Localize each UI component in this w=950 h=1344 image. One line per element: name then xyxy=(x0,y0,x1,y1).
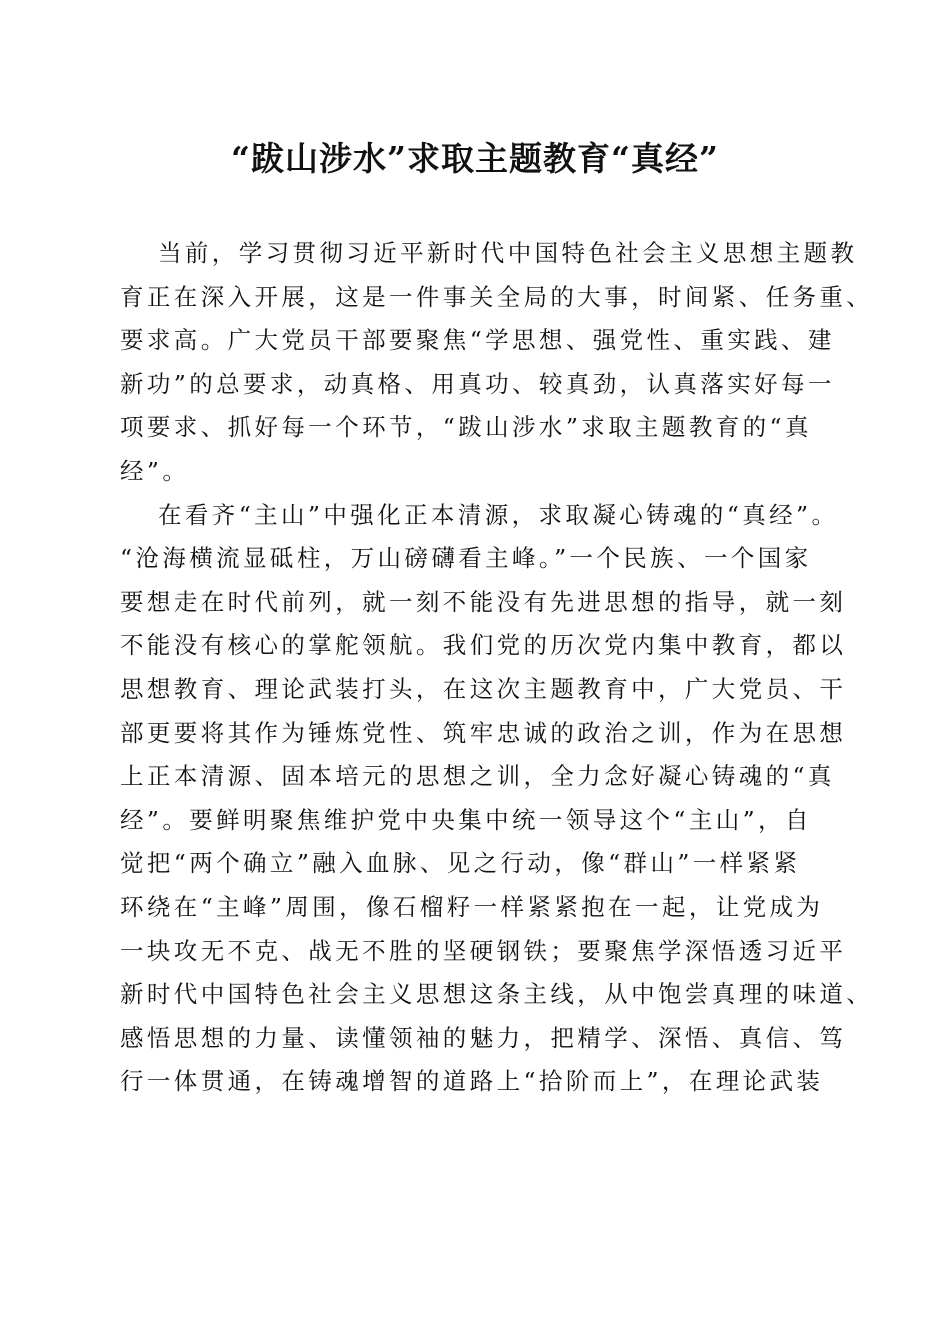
text-line: 部更要将其作为锤炼党性、筑牢忠诚的政治之训，作为在思想 xyxy=(120,718,847,747)
text-line: 不能没有核心的掌舵领航。我们党的历次党内集中教育，都以 xyxy=(120,631,847,660)
text-line: 当前，学习贯彻习近平新时代中国特色社会主义思想主题教 xyxy=(158,239,858,267)
text-line: 上正本清源、固本培元的思想之训，全力念好凝心铸魂的“真 xyxy=(120,762,835,791)
text-line: 觉把“两个确立”融入血脉、见之行动，像“群山”一样紧紧 xyxy=(120,849,801,878)
document-body xyxy=(120,232,874,1104)
text-line: 育正在深入开展，这是一件事关全局的大事，时间紧、任务重、 xyxy=(120,282,874,311)
text-line: “沧海横流显砥柱，万山磅礴看主峰。”一个民族、一个国家 xyxy=(120,544,812,573)
text-line: 经”。 xyxy=(120,456,190,485)
text-line: 思想教育、理论武装打头，在这次主题教育中，广大党员、干 xyxy=(120,674,847,703)
text-line: 行一体贯通，在铸魂增智的道路上“拾阶而上”，在理论武装 xyxy=(120,1067,824,1096)
text-line: 要求高。广大党员干部要聚焦“学思想、强党性、重实践、建 xyxy=(120,326,835,355)
paragraph-2 xyxy=(120,494,874,1104)
text-line: 新功”的总要求，动真格、用真功、较真劲，认真落实好每一 xyxy=(120,369,835,398)
text-line: 在看齐“主山”中强化正本清源，求取凝心铸魂的“真经”。 xyxy=(158,500,839,529)
paragraph-1 xyxy=(120,232,874,494)
document-title: “跋山涉水”求取主题教育“真经” xyxy=(231,139,719,178)
text-line: 要想走在时代前列，就一刻不能没有先进思想的指导，就一刻 xyxy=(120,587,847,616)
text-line: 经”。要鲜明聚焦维护党中央集中统一领导这个“主山”，自 xyxy=(120,805,812,834)
text-line: 一块攻无不克、战无不胜的坚硬钢铁；要聚焦学深悟透习近平 xyxy=(120,936,847,965)
text-line: 新时代中国特色社会主义思想这条主线，从中饱尝真理的味道、 xyxy=(120,980,874,1009)
text-line: 项要求、抓好每一个环节，“跋山涉水”求取主题教育的“真 xyxy=(120,413,812,442)
text-line: 感悟思想的力量、读懂领袖的魅力，把精学、深悟、真信、笃 xyxy=(120,1023,847,1052)
text-line: 环绕在“主峰”周围，像石榴籽一样紧紧抱在一起，让党成为 xyxy=(120,892,824,921)
